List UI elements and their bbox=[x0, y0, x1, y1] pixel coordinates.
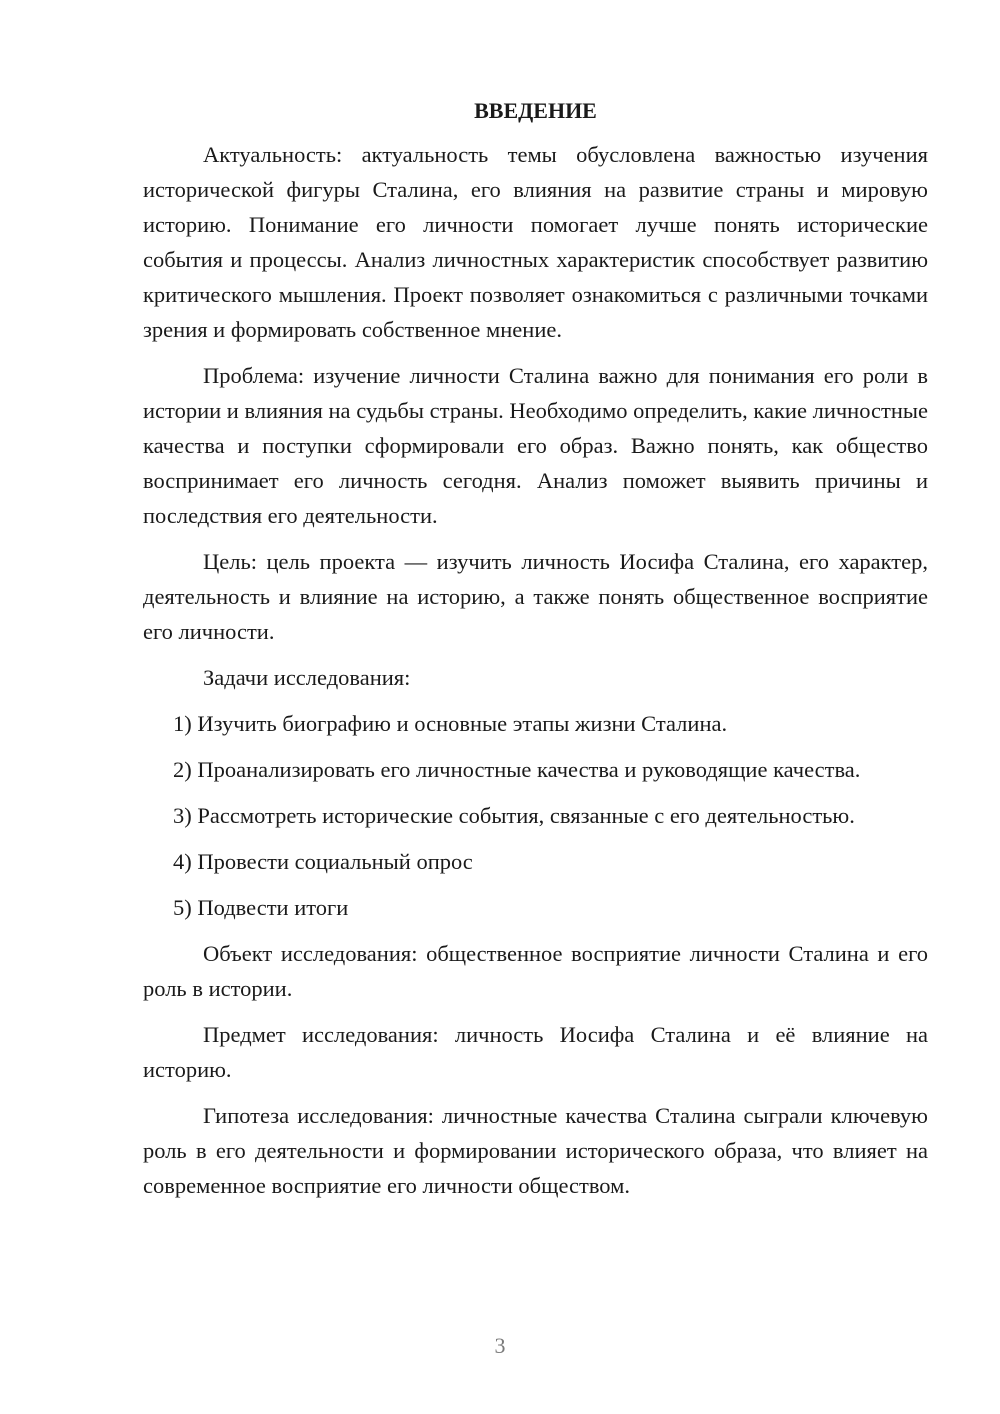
relevance-paragraph: Актуальность: актуальность темы обусловлена важностью изучения исторической фигуры Сталина, его влияния на развитие страны и мировую историю. Понимание его личности помогает лучше понять исторические события и процессы. Анализ личностных характеристик способствует развитию критического мышления. Проект позволяет ознакомиться с различными точками зрения и формировать собственное мнение. bbox=[143, 142, 928, 342]
task-item: 1) Изучить биографию и основные этапы жизни Сталина. bbox=[173, 711, 728, 736]
document-page bbox=[143, 96, 928, 1214]
task-item: 5) Подвести итоги bbox=[173, 895, 349, 920]
subject-paragraph: Предмет исследования: личность Иосифа Сталина и её влияние на историю. bbox=[143, 1022, 928, 1082]
page-number: 3 bbox=[494, 1333, 506, 1358]
tasks-title: Задачи исследования: bbox=[203, 665, 411, 690]
problem-paragraph: Проблема: изучение личности Сталина важно для понимания его роли в истории и влияния на судьбы страны. Необходимо определить, какие личностные качества и поступки сформировали его образ. Важно понять, как общество воспринимает его личность сегодня. Анализ поможет выявить причины и последствия его деятельности. bbox=[143, 363, 928, 528]
task-item: 3) Рассмотреть исторические события, связанные с его деятельностью. bbox=[173, 803, 855, 828]
task-item: 4) Провести социальный опрос bbox=[173, 849, 473, 874]
object-paragraph: Объект исследования: общественное восприятие личности Сталина и его роль в истории. bbox=[143, 941, 928, 1001]
goal-paragraph: Цель: цель проекта — изучить личность Иосифа Сталина, его характер, деятельность и влияние на историю, а также понять общественное восприятие его личности. bbox=[143, 549, 928, 644]
section-heading: ВВЕДЕНИЕ bbox=[474, 98, 597, 123]
task-item: 2) Проанализировать его личностные качества и руководящие качества. bbox=[173, 757, 861, 782]
hypothesis-paragraph: Гипотеза исследования: личностные качества Сталина сыграли ключевую роль в его деятельности и формировании исторического образа, что влияет на современное восприятие его личности обществом. bbox=[143, 1103, 928, 1198]
